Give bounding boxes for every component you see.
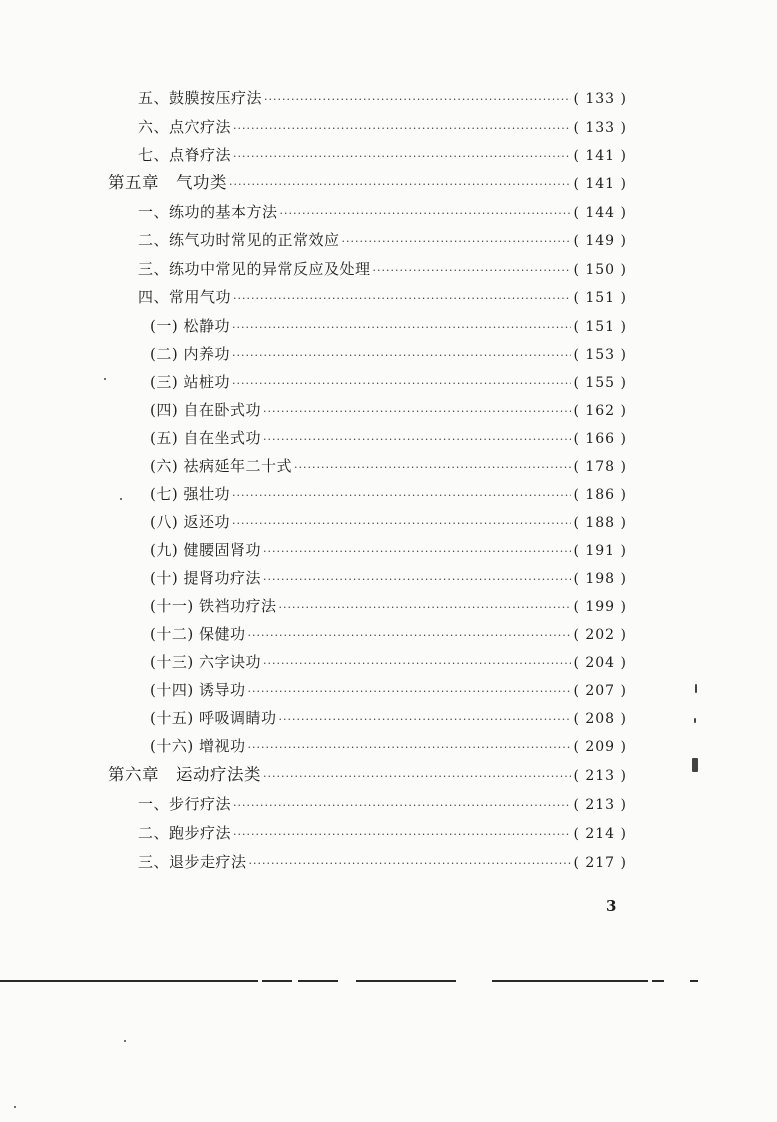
toc-entry <box>150 708 627 728</box>
dot-leader <box>263 570 571 590</box>
toc-entry-page: ( 133 ) <box>573 120 627 136</box>
toc-chapter <box>108 765 627 785</box>
toc-entry <box>138 145 627 165</box>
scan-speck <box>692 758 698 772</box>
toc-entry-page: ( 141 ) <box>573 176 627 192</box>
dot-leader <box>247 682 571 702</box>
toc-entry <box>138 259 627 279</box>
bottom-rule <box>262 980 292 982</box>
toc-entry-page: ( 209 ) <box>573 739 627 755</box>
dot-leader <box>233 119 571 139</box>
toc-entry-page: ( 153 ) <box>573 347 627 363</box>
toc-entry-page: ( 198 ) <box>573 571 627 587</box>
dot-leader <box>263 654 571 674</box>
toc-entry <box>150 512 627 532</box>
dot-leader <box>232 318 571 338</box>
dot-leader <box>233 825 571 845</box>
toc-entry-page: ( 133 ) <box>573 91 627 107</box>
bottom-rule <box>0 980 258 982</box>
dot-leader <box>232 374 571 394</box>
toc-entry <box>138 230 627 250</box>
dot-leader <box>264 90 571 110</box>
toc-entry-title: (十二) 保健功 <box>150 625 246 643</box>
toc-entry-page: ( 151 ) <box>573 290 627 306</box>
toc-entry <box>138 287 627 307</box>
toc-entry-page: ( 199 ) <box>573 599 627 615</box>
toc-entry-page: ( 144 ) <box>573 205 627 221</box>
toc-chapter <box>108 173 627 193</box>
dot-leader <box>249 854 572 874</box>
dot-leader <box>247 626 571 646</box>
toc-entry-page: ( 204 ) <box>573 655 627 671</box>
toc-entry-title: (一) 松静功 <box>150 317 230 335</box>
toc-entry-page: ( 208 ) <box>573 711 627 727</box>
dot-leader <box>233 289 571 309</box>
toc-entry <box>138 88 627 108</box>
dot-leader <box>263 542 571 562</box>
toc-entry-title: (八) 返还功 <box>150 513 230 531</box>
toc-entry-page: ( 207 ) <box>573 683 627 699</box>
dot-leader <box>263 402 571 422</box>
toc-entry-page: ( 150 ) <box>573 262 627 278</box>
scan-speck <box>14 1106 16 1108</box>
toc-entry-page: ( 162 ) <box>573 403 627 419</box>
toc-entry-title: 一、步行疗法 <box>138 795 232 813</box>
toc-entry <box>150 736 627 756</box>
toc-entry <box>150 596 627 616</box>
dot-leader <box>373 261 572 281</box>
dot-leader <box>278 710 571 730</box>
toc-entry <box>150 484 627 504</box>
toc-entry-title: (六) 祛病延年二十式 <box>150 457 292 475</box>
dot-leader <box>232 346 571 366</box>
toc-entry <box>150 344 627 364</box>
toc-entry-page: ( 213 ) <box>573 768 627 784</box>
scan-speck <box>124 1040 126 1042</box>
dot-leader <box>232 486 571 506</box>
dot-leader <box>233 147 571 167</box>
bottom-rule <box>492 980 648 982</box>
toc-entry-page: ( 149 ) <box>573 233 627 249</box>
toc-entry-title: (五) 自在坐式功 <box>150 429 261 447</box>
scan-speck <box>695 684 697 693</box>
dot-leader <box>232 514 571 534</box>
toc-entry <box>150 316 627 336</box>
toc-entry <box>138 852 627 872</box>
toc-chapter-title: 第五章 气功类 <box>108 173 227 192</box>
toc-entry-page: ( 191 ) <box>573 543 627 559</box>
page-number: 3 <box>606 897 617 915</box>
scan-speck <box>104 378 106 380</box>
toc-entry-page: ( 186 ) <box>573 487 627 503</box>
toc-chapter-title: 第六章 运动疗法类 <box>108 765 261 784</box>
toc-entry-title: (十四) 诱导功 <box>150 681 246 699</box>
bottom-rule <box>356 980 456 982</box>
toc-entry <box>150 400 627 420</box>
toc-entry-title: 一、练功的基本方法 <box>138 203 278 221</box>
toc-entry <box>150 456 627 476</box>
toc-entry-title: (十一) 铁裆功疗法 <box>150 597 277 615</box>
toc-entry-page: ( 166 ) <box>573 431 627 447</box>
toc-entry <box>138 117 627 137</box>
toc-entry-title: (七) 强壮功 <box>150 485 230 503</box>
toc-entry <box>138 794 627 814</box>
toc-entry-title: (四) 自在卧式功 <box>150 401 261 419</box>
toc-entry-title: 三、练功中常见的异常反应及处理 <box>138 260 371 278</box>
toc-entry-page: ( 202 ) <box>573 627 627 643</box>
toc-entry-page: ( 155 ) <box>573 375 627 391</box>
toc-entry-page: ( 151 ) <box>573 319 627 335</box>
toc-entry <box>150 540 627 560</box>
toc-entry-page: ( 141 ) <box>573 148 627 164</box>
toc-entry-title: (二) 内养功 <box>150 345 230 363</box>
toc-entry-title: (十) 提肾功疗法 <box>150 569 261 587</box>
toc-entry <box>138 823 627 843</box>
dot-leader <box>263 430 571 450</box>
toc-entry <box>150 568 627 588</box>
dot-leader <box>280 204 572 224</box>
toc-entry-page: ( 214 ) <box>573 826 627 842</box>
toc-entry <box>150 680 627 700</box>
toc-entry-title: (十六) 增视功 <box>150 737 246 755</box>
scan-speck <box>694 718 696 723</box>
toc-entry-title: (三) 站桩功 <box>150 373 230 391</box>
dot-leader <box>342 232 572 252</box>
toc-entry <box>150 428 627 448</box>
dot-leader <box>247 738 571 758</box>
toc-entry <box>150 652 627 672</box>
toc-entry-title: 二、练气功时常见的正常效应 <box>138 231 340 249</box>
toc-entry-title: 七、点脊疗法 <box>138 146 232 164</box>
dot-leader <box>233 796 571 816</box>
dot-leader <box>278 598 571 618</box>
bottom-rule <box>690 980 698 982</box>
toc-entry-title: 四、常用气功 <box>138 288 232 306</box>
toc-entry <box>150 372 627 392</box>
toc-entry-title: 六、点穴疗法 <box>138 118 232 136</box>
dot-leader <box>263 767 571 787</box>
toc-entry-page: ( 178 ) <box>573 459 627 475</box>
toc-entry <box>138 202 627 222</box>
bottom-rule <box>298 980 338 982</box>
toc-entry-title: (九) 健腰固肾功 <box>150 541 261 559</box>
toc-entry <box>150 624 627 644</box>
toc-entry-title: (十三) 六字诀功 <box>150 653 261 671</box>
bottom-rule <box>652 980 664 982</box>
toc-entry-page: ( 217 ) <box>573 855 627 871</box>
toc-entry-title: 三、退步走疗法 <box>138 853 247 871</box>
dot-leader <box>294 458 571 478</box>
toc-entry-page: ( 188 ) <box>573 515 627 531</box>
toc-entry-title: 二、跑步疗法 <box>138 824 232 842</box>
dot-leader <box>229 175 571 195</box>
toc-entry-page: ( 213 ) <box>573 797 627 813</box>
scan-speck <box>120 498 122 500</box>
toc-entry-title: 五、鼓膜按压疗法 <box>138 89 263 107</box>
toc-entry-title: (十五) 呼吸调睛功 <box>150 709 277 727</box>
